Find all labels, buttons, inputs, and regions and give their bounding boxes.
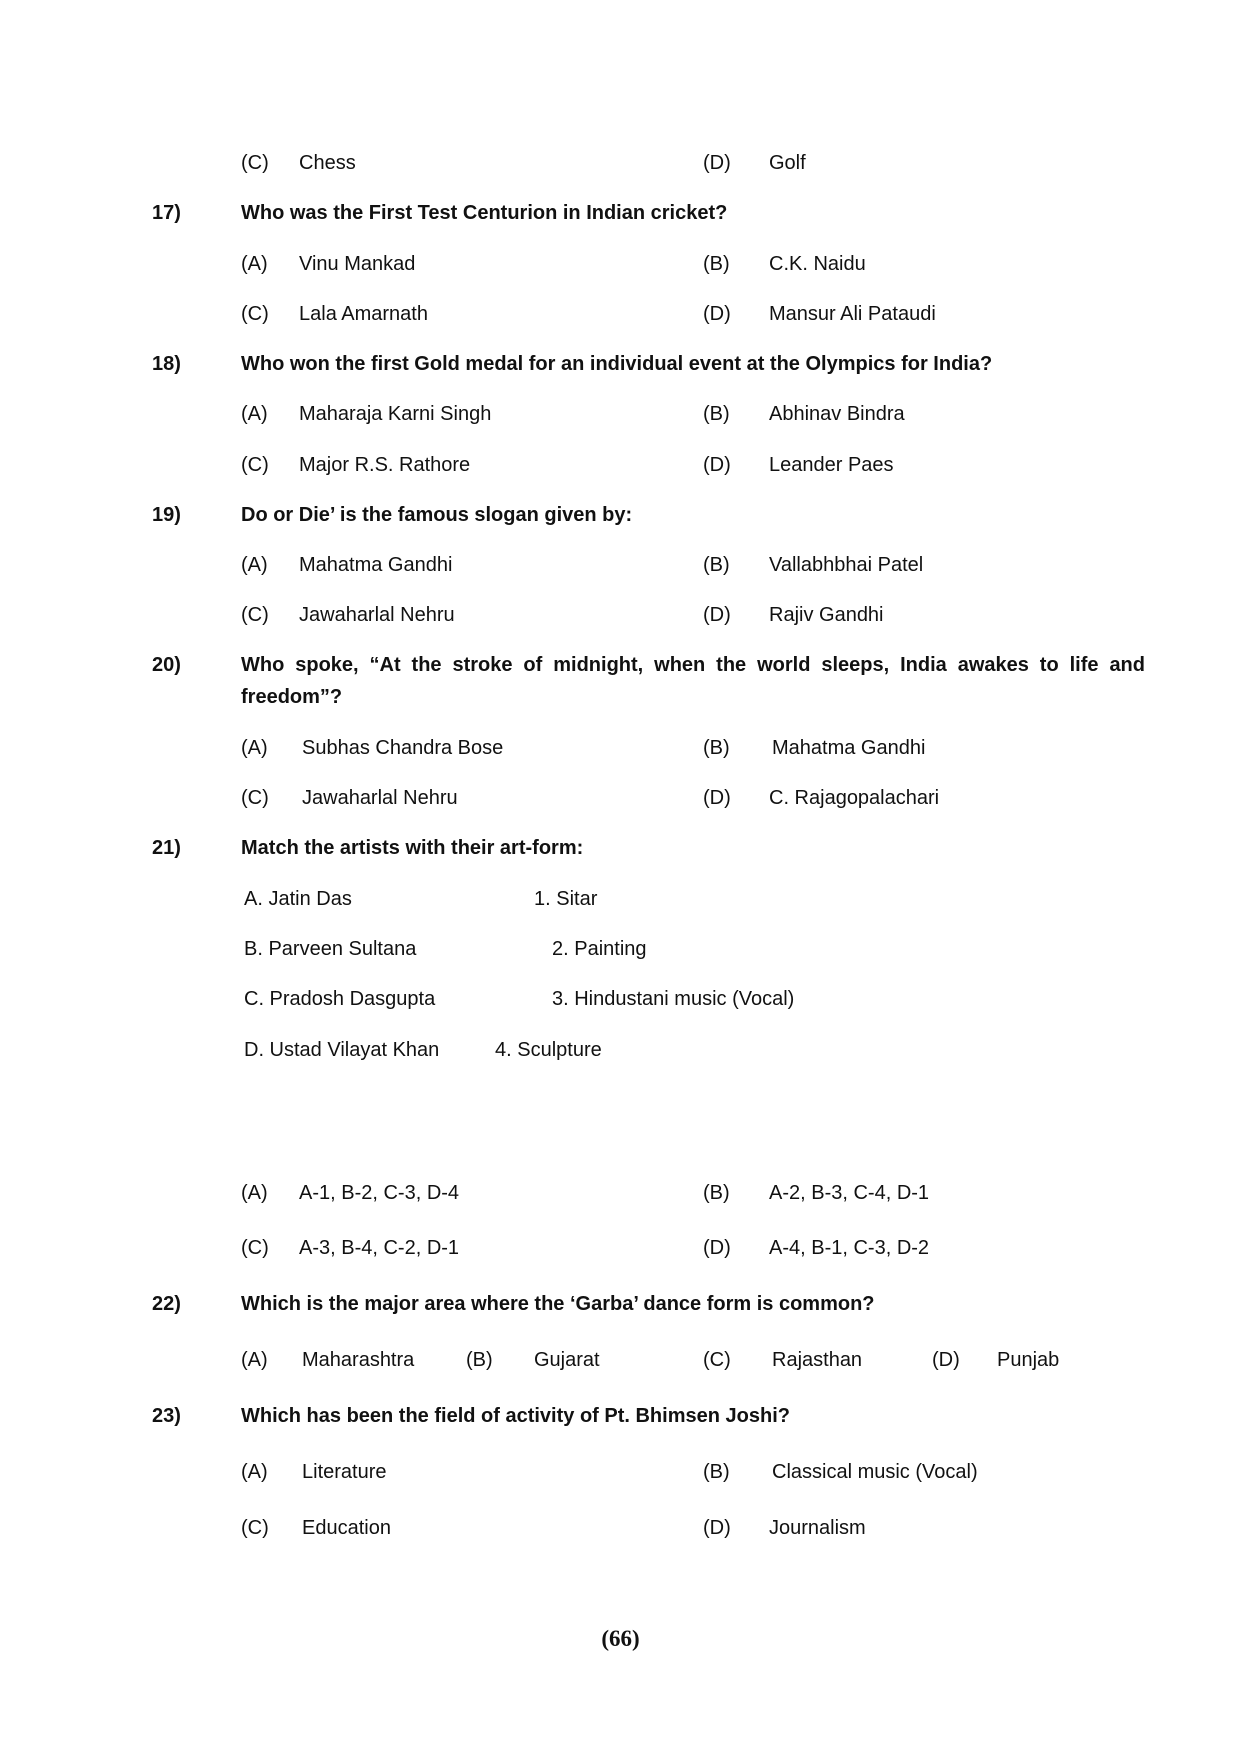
question-text: Who spoke, “At the stroke of midnight, when the world sleeps, India awakes to life and freedom”? bbox=[241, 654, 1145, 708]
match-right-item: 3. Hindustani music (Vocal) bbox=[552, 988, 795, 1010]
option-text: Golf bbox=[769, 152, 806, 174]
match-right-item: 1. Sitar bbox=[534, 888, 598, 910]
question-text: Which has been the field of activity of Pt. Bhimsen Joshi? bbox=[241, 1405, 790, 1427]
match-left-item: C. Pradosh Dasgupta bbox=[244, 988, 436, 1010]
option-letter: (D) bbox=[703, 787, 731, 809]
match-right-item: 4. Sculpture bbox=[495, 1039, 602, 1061]
option-text: A-1, B-2, C-3, D-4 bbox=[299, 1182, 460, 1204]
option-letter: (B) bbox=[703, 1461, 730, 1483]
option-text: Punjab bbox=[997, 1349, 1060, 1371]
option-letter: (C) bbox=[241, 454, 269, 476]
option-letter: (C) bbox=[241, 604, 269, 626]
option-text: Rajiv Gandhi bbox=[769, 604, 884, 626]
option-text: Rajasthan bbox=[772, 1349, 863, 1371]
option-letter: (A) bbox=[241, 253, 268, 275]
option-text: Education bbox=[302, 1517, 391, 1539]
match-left-item: A. Jatin Das bbox=[244, 888, 352, 910]
option-text: Vinu Mankad bbox=[299, 253, 416, 275]
option-letter: (D) bbox=[703, 604, 731, 626]
option-letter: (B) bbox=[466, 1349, 493, 1371]
option-text: C.K. Naidu bbox=[769, 253, 866, 275]
option-letter: (B) bbox=[703, 253, 730, 275]
option-letter: (A) bbox=[241, 1349, 268, 1371]
match-left-item: B. Parveen Sultana bbox=[244, 938, 417, 960]
option-text: Subhas Chandra Bose bbox=[302, 737, 504, 759]
option-letter: (C) bbox=[241, 1237, 269, 1259]
question-number: 19) bbox=[152, 504, 181, 526]
option-letter: (B) bbox=[703, 554, 730, 576]
question-number: 21) bbox=[152, 837, 181, 859]
option-text: Gujarat bbox=[534, 1349, 600, 1371]
question-text: Who won the first Gold medal for an individual event at the Olympics for India? bbox=[241, 353, 993, 375]
option-letter: (D) bbox=[703, 303, 731, 325]
option-letter: (C) bbox=[241, 1517, 269, 1539]
option-text: Maharaja Karni Singh bbox=[299, 403, 492, 425]
option-letter: (A) bbox=[241, 554, 268, 576]
option-letter: (B) bbox=[703, 737, 730, 759]
option-letter: (A) bbox=[241, 1182, 268, 1204]
option-letter: (C) bbox=[241, 152, 269, 174]
option-text: Journalism bbox=[769, 1517, 866, 1539]
option-text: Classical music (Vocal) bbox=[772, 1461, 978, 1483]
option-text: Mahatma Gandhi bbox=[772, 737, 926, 759]
option-letter: (D) bbox=[703, 1237, 731, 1259]
option-letter: (B) bbox=[703, 1182, 730, 1204]
question-text: Which is the major area where the ‘Garba’ dance form is common? bbox=[241, 1293, 875, 1315]
question-number: 18) bbox=[152, 353, 181, 375]
question-text: Do or Die’ is the famous slogan given by: bbox=[241, 504, 633, 526]
option-text: Lala Amarnath bbox=[299, 303, 428, 325]
question-number: 17) bbox=[152, 202, 181, 224]
option-letter: (D) bbox=[932, 1349, 960, 1371]
option-letter: (C) bbox=[241, 303, 269, 325]
question-number: 20) bbox=[152, 654, 181, 676]
question-number: 22) bbox=[152, 1293, 181, 1315]
option-letter: (A) bbox=[241, 403, 268, 425]
option-text: Jawaharlal Nehru bbox=[299, 604, 455, 626]
option-text: Maharashtra bbox=[302, 1349, 415, 1371]
option-text: Jawaharlal Nehru bbox=[302, 787, 458, 809]
match-left-item: D. Ustad Vilayat Khan bbox=[244, 1039, 440, 1061]
option-letter: (D) bbox=[703, 1517, 731, 1539]
match-right-item: 2. Painting bbox=[552, 938, 647, 960]
option-text: Chess bbox=[299, 152, 356, 174]
option-letter: (D) bbox=[703, 152, 731, 174]
option-letter: (D) bbox=[703, 454, 731, 476]
option-text: Mahatma Gandhi bbox=[299, 554, 453, 576]
option-text: A-3, B-4, C-2, D-1 bbox=[299, 1237, 460, 1259]
option-letter: (B) bbox=[703, 403, 730, 425]
option-text: Abhinav Bindra bbox=[769, 403, 905, 425]
option-text: A-2, B-3, C-4, D-1 bbox=[769, 1182, 930, 1204]
page-number: (66) bbox=[601, 1626, 640, 1651]
option-text: C. Rajagopalachari bbox=[769, 787, 940, 809]
question-text: Match the artists with their art-form: bbox=[241, 837, 584, 859]
option-text: Mansur Ali Pataudi bbox=[769, 303, 936, 325]
option-text: Major R.S. Rathore bbox=[299, 454, 471, 476]
option-letter: (A) bbox=[241, 737, 268, 759]
option-text: Literature bbox=[302, 1461, 387, 1483]
option-text: Vallabhbhai Patel bbox=[769, 554, 924, 576]
question-number: 23) bbox=[152, 1405, 181, 1427]
option-letter: (C) bbox=[241, 787, 269, 809]
question-text: Who was the First Test Centurion in Indian cricket? bbox=[241, 202, 728, 224]
option-text: A-4, B-1, C-3, D-2 bbox=[769, 1237, 930, 1259]
option-letter: (C) bbox=[703, 1349, 731, 1371]
option-text: Leander Paes bbox=[769, 454, 894, 476]
option-letter: (A) bbox=[241, 1461, 268, 1483]
